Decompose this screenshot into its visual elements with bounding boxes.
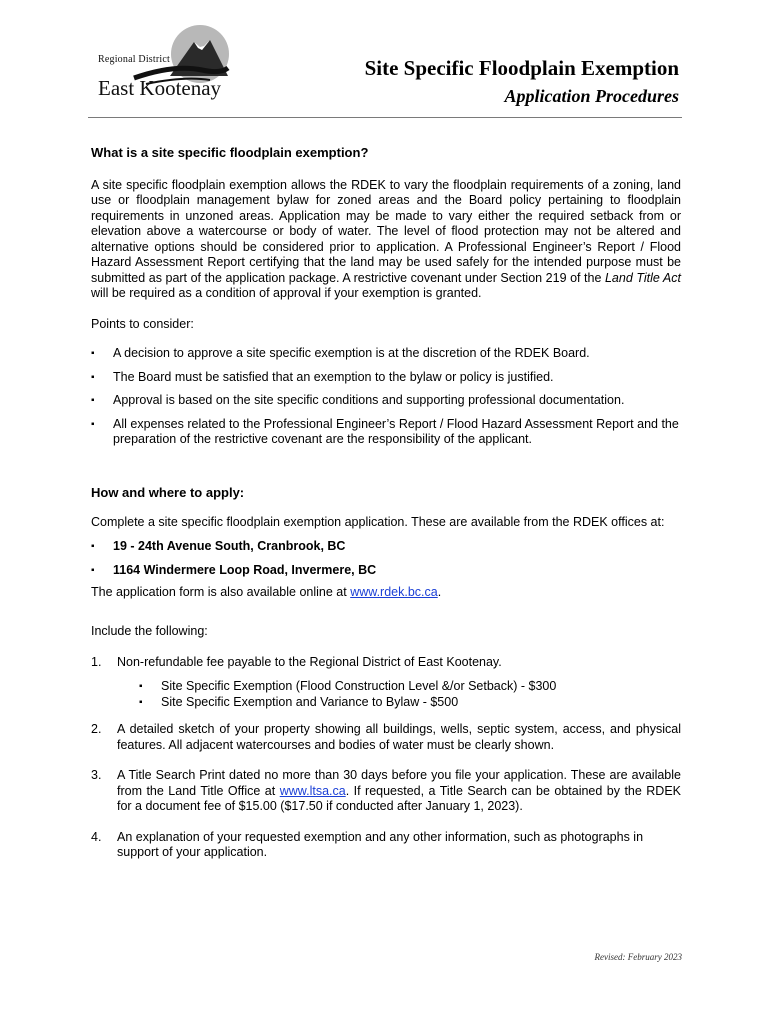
fee-item: ▪ Site Specific Exemption and Variance to Bylaw - $500 <box>139 695 681 711</box>
page-subtitle: Application Procedures <box>504 86 679 106</box>
item-text-a: A Title Search Print dated no more than 30 days before you file your application. These are available from the Land Title Office at <box>117 768 681 798</box>
section-heading-how: How and where to apply: <box>91 484 245 500</box>
logo-name: East Kootenay <box>98 76 222 100</box>
item-number: 1. <box>91 654 102 669</box>
item-number: 3. <box>91 768 102 782</box>
rdek-website-link[interactable]: www.rdek.bc.ca <box>350 584 438 599</box>
requirements-list <box>91 655 681 861</box>
intro-text-a: A site specific floodplain exemption allows the RDEK to vary the floodplain requirements of a zoning, land use or floodplain management bylaw for zoned areas and the Board policy pertaining to floodplain requirements in unzoned areas. Application may be made to vary either the required setback from or elevation above a watercourse or body of water. The level of flood protection may not be altered and alternative options should be considered prior to application. A Professional Engineer’s Report / Flood Hazard Assessment Report certifying that the land may be used safely for the intended purpose must be submitted as part of the application package. A restrictive covenant under Section 219 of the <box>91 177 681 285</box>
intro-text-b: will be required as a condition of approval if your exemption is granted. <box>91 286 482 300</box>
intro-paragraph <box>91 178 681 302</box>
office-address: ▪ 1164 Windermere Loop Road, Invermere, BC <box>91 563 681 579</box>
rdek-logo <box>94 24 244 106</box>
list-item: ▪ The Board must be satisfied that an exemption to the bylaw or policy is justified. <box>91 370 681 386</box>
item-text: An explanation of your requested exemption and any other information, such as photographs in support of your application. <box>117 829 644 859</box>
points-list <box>91 346 681 448</box>
office-address: ▪ 19 - 24th Avenue South, Cranbrook, BC <box>91 539 681 555</box>
fee-list <box>117 679 681 710</box>
item-text: A detailed sketch of your property showing all buildings, wells, septic system, access, and physical features. All adjacent watercourses and bodies of water must be clearly shown. <box>117 722 681 752</box>
item-number: 2. <box>91 722 102 736</box>
online-prefix: The application form is also available online at <box>91 584 351 599</box>
list-item: ▪ All expenses related to the Professional Engineer’s Report / Flood Hazard Assessment Report and the preparation of the restrictive covenant are the responsibility of the applicant. <box>91 417 681 448</box>
ltsa-website-link[interactable]: www.ltsa.ca <box>279 783 346 798</box>
apply-intro: Complete a site specific floodplain exemption application. These are available from the RDEK offices at: <box>91 515 665 529</box>
header-divider <box>88 117 682 118</box>
section-heading-what: What is a site specific floodplain exemption? <box>91 145 369 160</box>
list-item <box>91 768 681 815</box>
logo-small-text: Regional District <box>98 54 170 65</box>
item-text-b: . If requested, a Title Search can be obtained by the RDEK for a document fee of $15.00 ($17.50 if conducted after January 1, 2023). <box>117 783 682 813</box>
list-item <box>91 830 681 861</box>
list-item <box>91 722 681 753</box>
item-text: Non-refundable fee payable to the Regional District of East Kootenay. <box>117 654 502 669</box>
item-number: 4. <box>91 829 102 844</box>
list-item: ▪ A decision to approve a site specific exemption is at the discretion of the RDEK Board. <box>91 346 681 362</box>
points-intro: Points to consider: <box>91 316 194 331</box>
intro-text-italic: Land Title Act <box>604 270 681 285</box>
include-intro: Include the following: <box>91 624 208 638</box>
page-title: Site Specific Floodplain Exemption <box>364 56 679 80</box>
list-item: ▪ Approval is based on the site specific conditions and supporting professional documentation. <box>91 393 681 409</box>
online-note <box>91 585 681 601</box>
document-body <box>91 145 681 861</box>
list-item <box>91 655 681 711</box>
office-list <box>91 539 681 579</box>
fee-item: ▪ Site Specific Exemption (Flood Construction Level &/or Setback) - $300 <box>139 679 681 695</box>
online-suffix: . <box>437 584 442 599</box>
revised-date: Revised: February 2023 <box>594 952 682 962</box>
